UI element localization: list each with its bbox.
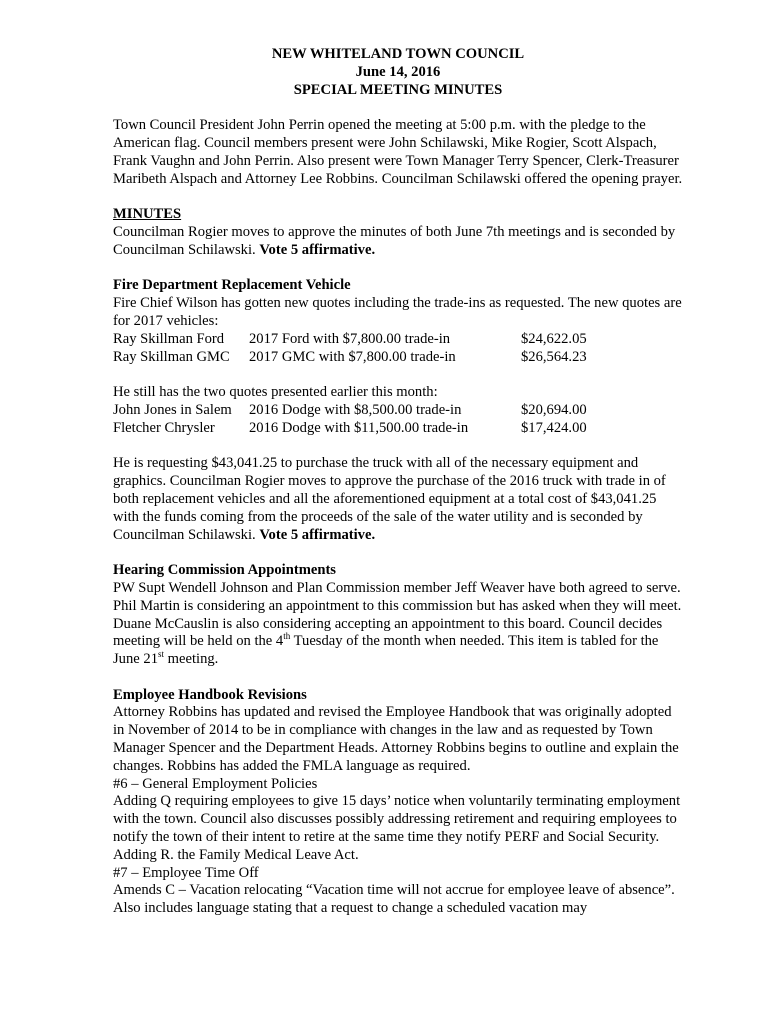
hearing-text-c: meeting.: [164, 651, 219, 668]
quote-price: $26,564.23: [521, 348, 587, 365]
quote-row: [113, 420, 641, 438]
ordinal-suffix: st: [158, 649, 165, 660]
hearing-section: [113, 562, 683, 669]
quote-vehicle: 2016 Dodge with $8,500.00 trade-in: [249, 401, 462, 418]
ordinal-suffix: th: [283, 631, 291, 642]
item6-r-line: Adding R. the Family Medical Leave Act.: [113, 846, 359, 863]
document-title: SPECIAL MEETING MINUTES: [293, 81, 503, 98]
minutes-section: [113, 206, 683, 259]
quotes-earlier-table: [113, 402, 641, 438]
hearing-heading: Hearing Commission Appointments: [113, 562, 336, 579]
item6-paragraph: Adding Q requiring employees to give 15 days’ notice when voluntarily terminating employment with the town. Council also discusses possibly addressing retirement and requiring employees to notify the town of their intent to retire at the same time they notify PERF and Social Security.: [113, 793, 681, 846]
hearing-paragraph: [113, 580, 683, 669]
earlier-quotes-text: He still has the two quotes presented earlier this month:: [113, 384, 438, 401]
fire-section: [113, 277, 683, 544]
quote-price: $17,424.00: [521, 419, 587, 436]
fire-intro-text: Fire Chief Wilson has gotten new quotes including the trade-ins as requested. The new quotes are for 2017 vehicles:: [113, 295, 682, 329]
hearing-text-a: PW Supt Wendell Johnson and Plan Commission member Jeff Weaver have both agreed to serve. Phil Martin is considering an appointment to this commission but has asked when they will meet. Duane McCauslin is also considering accepting an appointment to this board. Council decides meeting will be held on the 4: [113, 579, 682, 650]
purchase-vote: Vote 5 affirmative.: [259, 526, 376, 543]
handbook-heading: Employee Handbook Revisions: [113, 686, 307, 703]
handbook-section: [113, 687, 683, 918]
quote-price: $20,694.00: [521, 401, 587, 418]
minutes-vote: Vote 5 affirmative.: [259, 241, 376, 258]
intro-paragraph: Town Council President John Perrin opened the meeting at 5:00 p.m. with the pledge to the American flag. Council members present were John Schilawski, Mike Rogier, Scott Alspach, Frank Vaughn and John Perrin. Also present were Town Manager Terry Spencer, Clerk-Treasurer Maribeth Alspach and Attorney Lee Robbins. Councilman Schilawski offered the opening prayer.: [113, 117, 683, 187]
minutes-paragraph: [113, 224, 683, 260]
quote-dealer: Ray Skillman GMC: [113, 348, 230, 365]
item7-heading: #7 – Employee Time Off: [113, 864, 259, 881]
meeting-date: June 14, 2016: [355, 63, 441, 80]
quote-row: [113, 349, 641, 367]
item6-heading: #6 – General Employment Policies: [113, 775, 318, 792]
minutes-text: Councilman Rogier moves to approve the minutes of both June 7th meetings and is seconded by Councilman Schilawski.: [113, 223, 676, 258]
quotes-2017-table: [113, 331, 641, 367]
quote-price: $24,622.05: [521, 330, 587, 347]
quote-row: [113, 402, 641, 420]
document-header: [113, 46, 683, 99]
quote-dealer: Ray Skillman Ford: [113, 330, 225, 347]
minutes-heading: MINUTES: [113, 206, 182, 223]
council-name: NEW WHITELAND TOWN COUNCIL: [271, 46, 525, 62]
purchase-paragraph: [113, 455, 683, 544]
quote-dealer: Fletcher Chrysler: [113, 419, 215, 436]
quote-vehicle: 2016 Dodge with $11,500.00 trade-in: [249, 419, 469, 436]
document-page: [113, 46, 683, 918]
purchase-text: He is requesting $43,041.25 to purchase the truck with all of the necessary equipment and graphics. Councilman Rogier moves to approve the purchase of the 2016 truck with trade in of both replacement vehicles and all the aforementioned equipment at a total cost of $43,041.25 with the funds coming from the proceeds of the sale of the water utility and is seconded by Councilman Schilawski.: [113, 455, 666, 543]
fire-heading: Fire Department Replacement Vehicle: [113, 277, 351, 294]
hearing-text-b: Tuesday of the month when needed. This item is tabled for the June 21: [113, 633, 659, 668]
quote-vehicle: 2017 Ford with $7,800.00 trade-in: [249, 330, 451, 347]
quote-vehicle: 2017 GMC with $7,800.00 trade-in: [249, 348, 456, 365]
quote-dealer: John Jones in Salem: [113, 401, 232, 418]
item7-paragraph: Amends C – Vacation relocating “Vacation time will not accrue for employee leave of absence”. Also includes language stating that a request to change a scheduled vacation may: [113, 882, 675, 917]
quote-row: [113, 331, 641, 349]
handbook-paragraph: Attorney Robbins has updated and revised the Employee Handbook that was originally adopted in November of 2014 to be in compliance with changes in the law and as requested by Town Manager Spencer and the Department Heads. Attorney Robbins begins to outline and explain the changes. Robbins has added the FMLA language as required.: [113, 704, 679, 774]
